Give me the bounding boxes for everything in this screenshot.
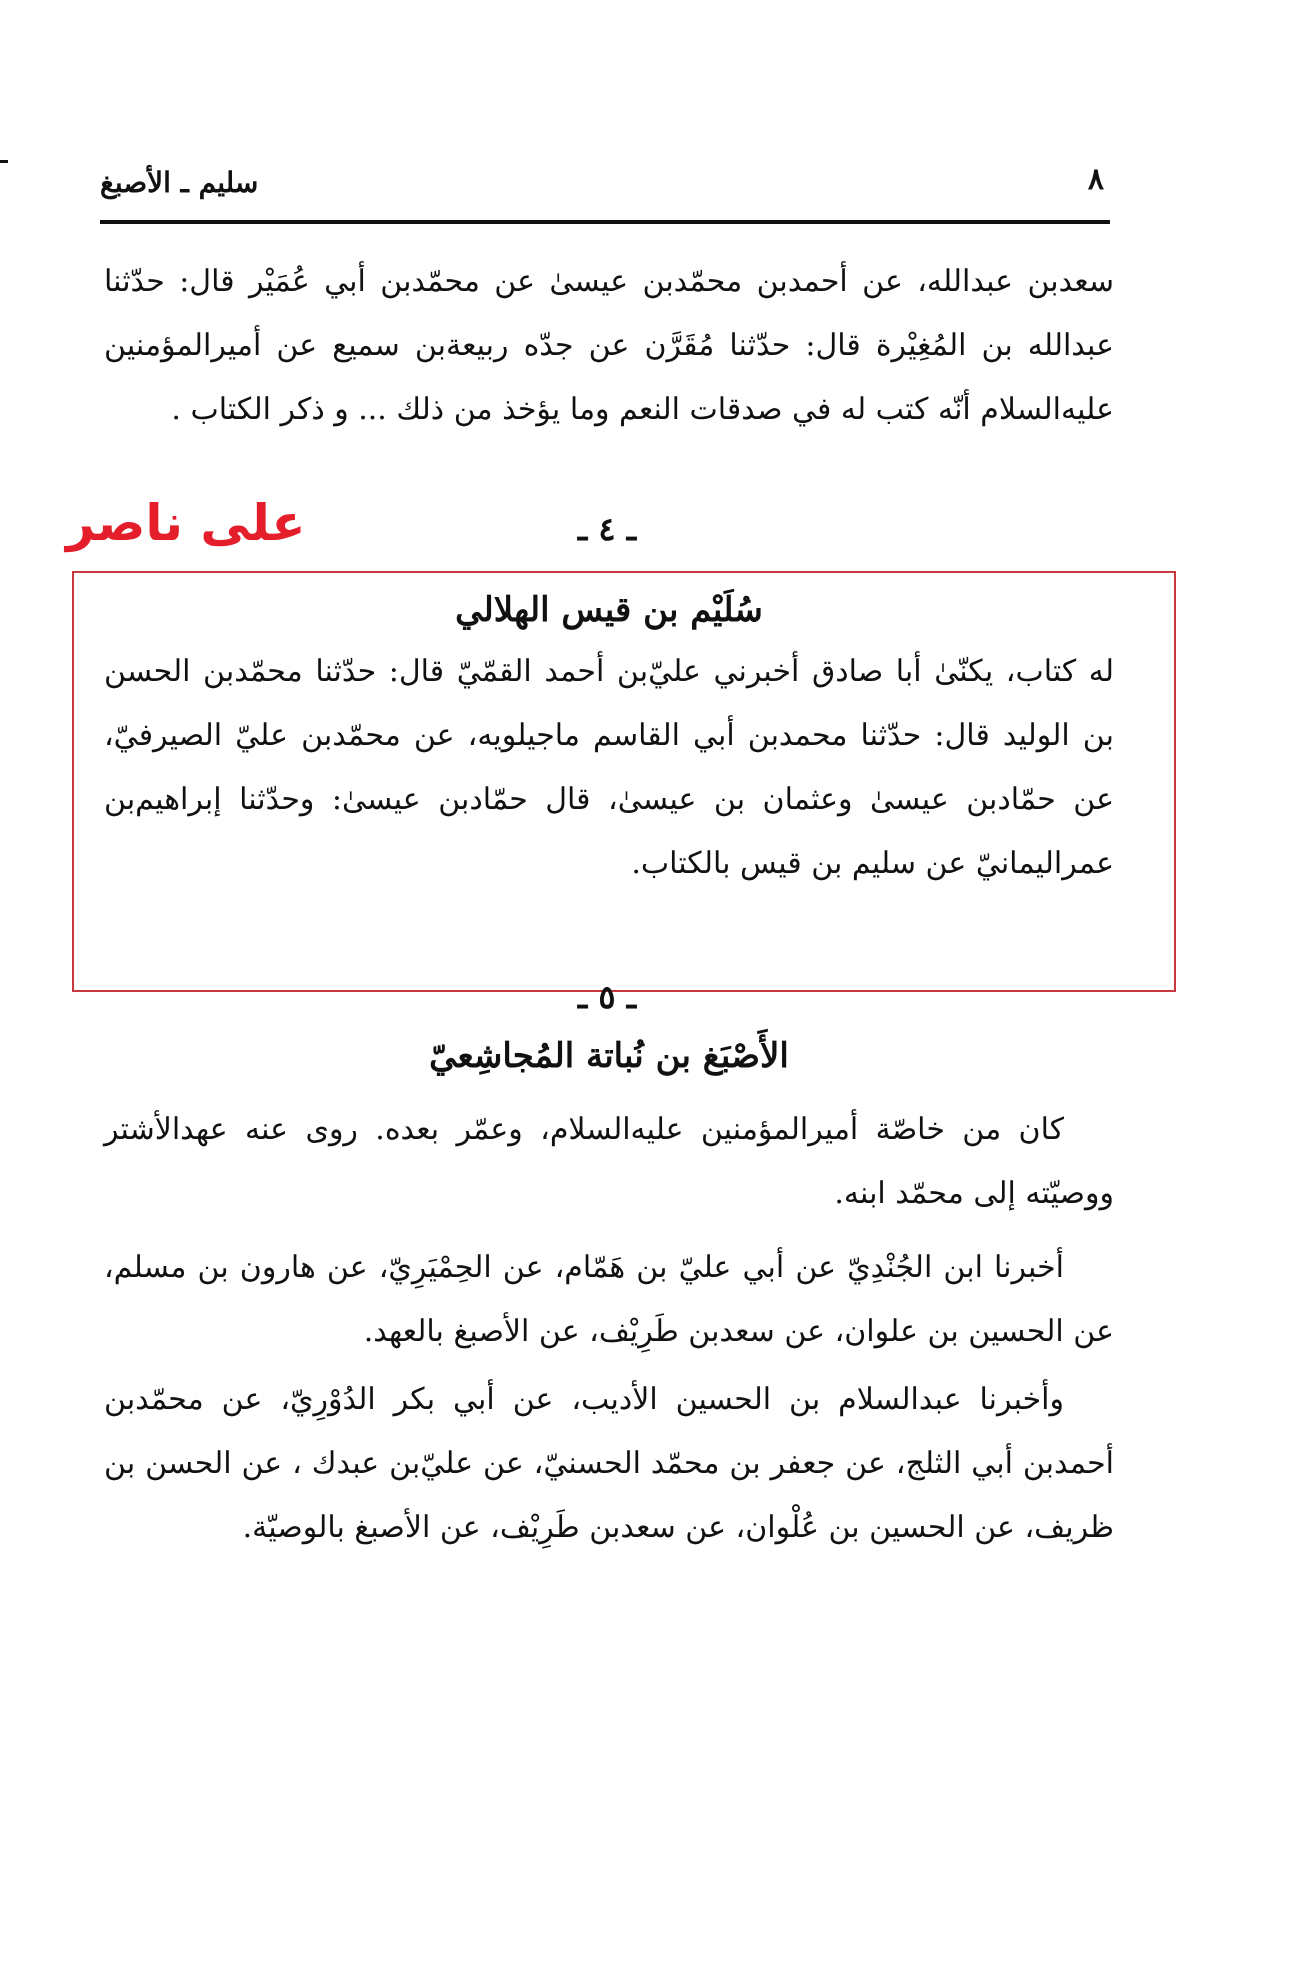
section-5-number: ـ ٥ ـ (577, 978, 637, 1016)
section-4-body: له كتاب، يكنّىٰ أبا صادق أخبرني عليّ‌بن أحمد القمّيّ قال: حدّثنا محمّدبن الحسن بن الوليد قال: حدّثنا محمدبن أبي القاسم ماجيلويه، عن محمّدبن عليّ الصيرفيّ، عن حمّادبن عيسىٰ وعثمان بن عيسىٰ، قال حمّادبن عيسىٰ: وحدّثنا إبراهيم‌بن عمراليمانيّ عن سليم بن قيس بالكتاب. (104, 654, 1114, 881)
page-header (100, 158, 1110, 214)
top-paragraph: سعدبن عبدالله، عن أحمدبن محمّدبن عيسىٰ عن محمّدبن أبي عُمَيْر قال: حدّثنا عبدالله بن المُغِيْرة قال: حدّثنا مُقَرَّن عن جدّه ربيعةبن سميع عن أميرالمؤمنين عليه‌السلام أنّه كتب له في صدقات النعم وما يؤخذ من ذلك ... و ذكر الكتاب . (104, 264, 1114, 427)
header-rule (100, 220, 1110, 224)
section-4-title: سُلَيْم بن قيس الهلالي (455, 590, 763, 630)
running-title: سليم ـ الأصبغ (100, 166, 259, 199)
scan-edge-mark (0, 160, 8, 163)
page-number: ٨ (1087, 162, 1104, 197)
section-4-number: ـ ٤ ـ (577, 510, 637, 548)
section-5-paragraph-3: وأخبرنا عبدالسلام بن الحسين الأديب، عن أبي بكر الدُوْرِيّ، عن محمّدبن أحمدبن أبي الثلج، عن جعفر بن محمّد الحسنيّ، عن عليّ‌بن عبدك ، عن الحسن بن ظريف، عن الحسين بن عُلْوان، عن سعدبن طَرِيْف، عن الأصبغ بالوصيّة. (104, 1382, 1114, 1545)
red-watermark-text: على ناصر (66, 494, 306, 552)
section-5-title: الأَصْبَغ بن نُباتة المُجاشِعيّ (429, 1036, 789, 1076)
section-5-paragraph-2: أخبرنا ابن الجُنْدِيّ عن أبي عليّ بن هَمّام، عن الحِمْيَرِيّ، عن هارون بن مسلم، عن الحسين بن علوان، عن سعدبن طَرِيْف، عن الأصبغ بالعهد. (104, 1250, 1114, 1349)
section-5-paragraph-1: كان من خاصّة أميرالمؤمنين عليه‌السلام، وعمّر بعده. روى عنه عهدالأشتر ووصيّته إلى محمّد ابنه. (104, 1112, 1114, 1211)
